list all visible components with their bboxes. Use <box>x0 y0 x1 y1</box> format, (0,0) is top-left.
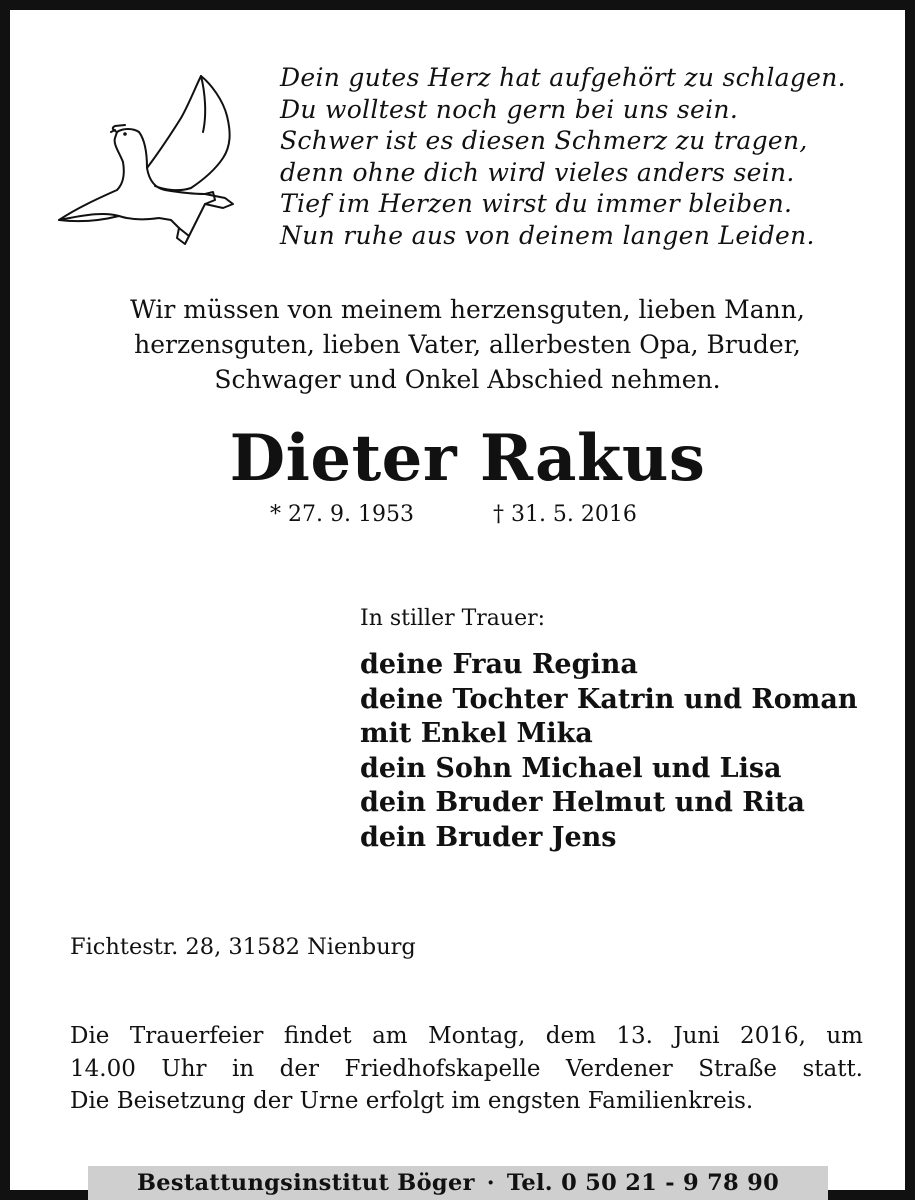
dove-icon <box>55 70 240 245</box>
poem <box>280 62 900 251</box>
mourner: dein Bruder Helmut und Rita <box>360 787 805 818</box>
mourner: dein Bruder Jens <box>360 821 617 853</box>
mourner: deine Frau Regina <box>360 649 638 680</box>
service-line: Die Beisetzung der Urne erfolgt im engsten Familienkreis. <box>70 1088 754 1114</box>
funeral-home-footer <box>88 1166 828 1200</box>
service-line: 14.00 Uhr in der Friedhofskapelle Verdener Straße statt. <box>70 1055 863 1082</box>
farewell-text <box>10 292 915 397</box>
birth-date: * 27. 9. 1953 <box>270 502 414 527</box>
mourner: deine Tochter Katrin und Roman <box>360 683 858 715</box>
life-dates <box>270 500 637 530</box>
mourning-heading: In stiller Trauer: <box>360 606 546 631</box>
funeral-service-info <box>70 1020 863 1118</box>
farewell-line: Wir müssen von meinem herzensguten, lieben Mann, <box>130 295 805 324</box>
poem-line: Nun ruhe aus von deinem langen Leiden. <box>280 220 815 250</box>
mourner: dein Sohn Michael und Lisa <box>360 752 782 784</box>
footer-separator: · <box>486 1170 495 1196</box>
mourner: mit Enkel Mika <box>360 718 593 749</box>
deceased-name: Dieter Rakus <box>229 421 706 496</box>
poem-line: Schwer ist es diesen Schmerz zu tragen, <box>280 126 808 155</box>
funeral-home-phone: Tel. 0 50 21 - 9 78 90 <box>506 1170 780 1196</box>
death-date: † 31. 5. 2016 <box>492 502 637 527</box>
farewell-line: herzensguten, lieben Vater, allerbesten Opa, Bruder, <box>134 330 801 359</box>
address: Fichtestr. 28, 31582 Nienburg <box>70 934 416 960</box>
poem-line: Tief im Herzen wirst du immer bleiben. <box>280 189 793 218</box>
farewell-line: Schwager und Onkel Abschied nehmen. <box>214 365 721 394</box>
service-line: Die Trauerfeier findet am Montag, dem 13. Juni 2016, um <box>70 1023 863 1049</box>
funeral-home-name: Bestattungsinstitut Böger <box>136 1170 475 1196</box>
poem-line: Dein gutes Herz hat aufgehört zu schlagen. <box>280 63 846 92</box>
mourners-list <box>360 648 858 855</box>
poem-line: Du wolltest noch gern bei uns sein. <box>280 94 739 124</box>
poem-line: denn ohne dich wird vieles anders sein. <box>280 157 795 187</box>
